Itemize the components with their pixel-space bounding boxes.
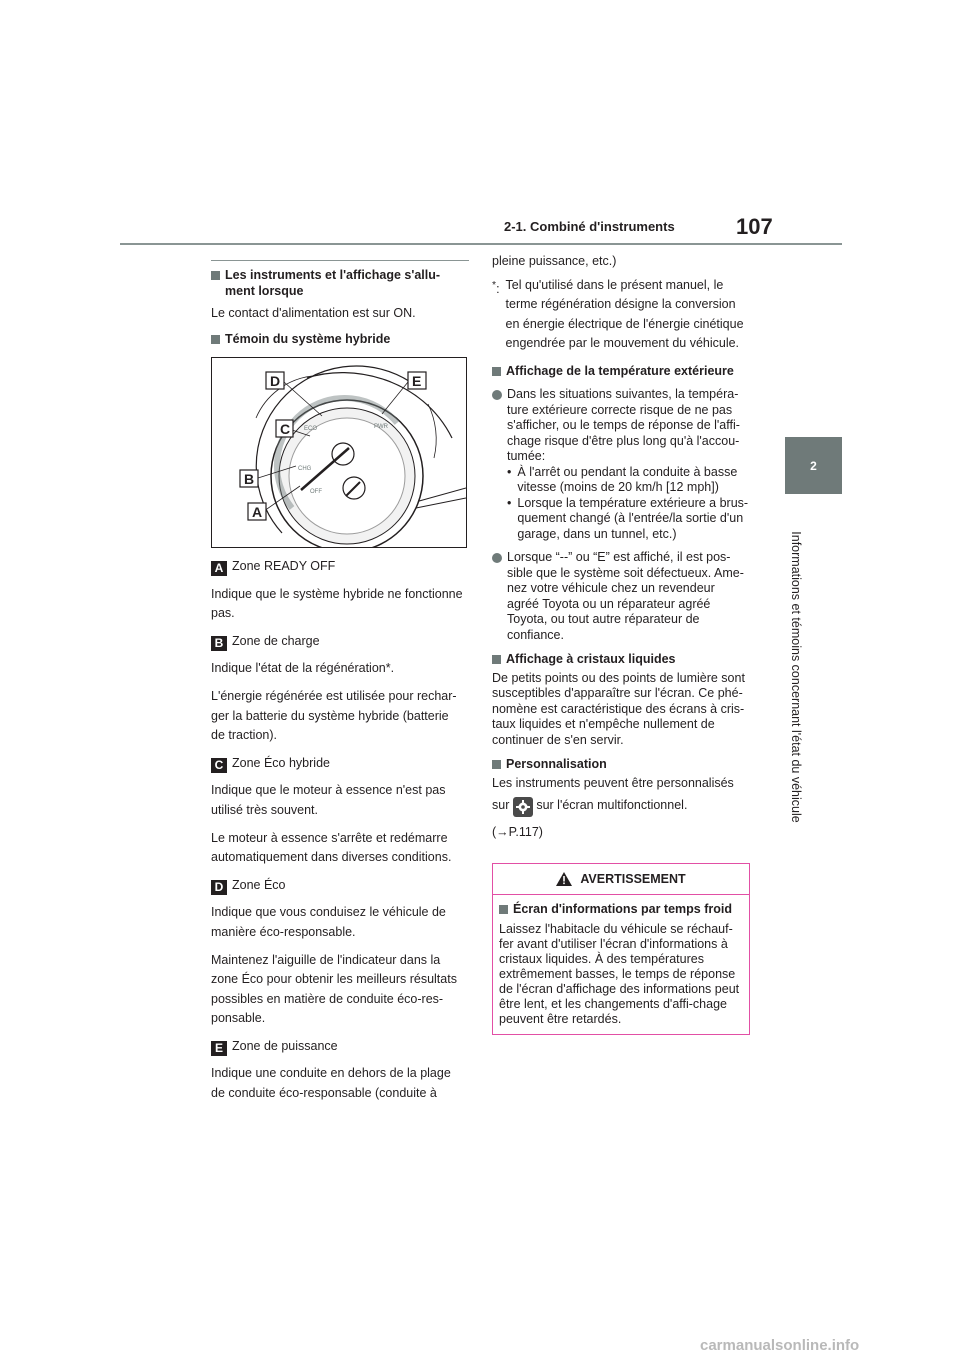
square-bullet-icon	[499, 905, 508, 914]
page-number: 107	[736, 214, 773, 239]
callout-d: D	[270, 373, 281, 389]
section-title: 2-1. Combiné d'instruments	[504, 219, 675, 234]
zone-d-title: D Zone Éco	[211, 876, 469, 896]
zone-a-text: pas.	[211, 606, 235, 621]
zone-e-title: E Zone de puissance	[211, 1037, 469, 1057]
zone-e-text: Indique une conduite en dehors de la plage	[211, 1066, 451, 1081]
label-a-icon: A	[211, 561, 227, 576]
label-c-icon: C	[211, 758, 227, 773]
zone-c-text: automatiquement dans diverses conditions.	[211, 850, 452, 865]
paragraph-customization: Les instruments peuvent être personnalisés	[492, 775, 734, 790]
zone-d-text: Maintenez l'aiguille de l'indicateur dans la	[211, 952, 441, 967]
paragraph-customization: sur sur l'écran multifonctionnel.	[492, 797, 750, 817]
gauge-label-off: OFF	[310, 489, 322, 495]
heading-hybrid-indicator: Témoin du système hybride	[211, 332, 469, 348]
paragraph: Le contact d'alimentation est sur ON.	[211, 306, 416, 320]
label-b-icon: B	[211, 636, 227, 651]
zone-e-text: de conduite éco-responsable (conduite à	[211, 1086, 437, 1101]
warning-box	[492, 863, 750, 1035]
zone-b-text: Indique l'état de la régénération*.	[211, 661, 395, 676]
gauge-label-chg: CHG	[298, 466, 312, 472]
footer-watermark: carmanualsonline.info	[700, 1337, 860, 1354]
zone-a-title: A Zone READY OFF	[211, 557, 469, 577]
zone-c-title: C Zone Éco hybride	[211, 754, 469, 774]
page-reference: (→P.117)	[492, 825, 543, 840]
heading-lcd: Affichage à cristaux liquides	[492, 652, 750, 668]
label-e-icon: E	[211, 1041, 227, 1056]
square-bullet-icon	[211, 271, 220, 280]
heading-customization: Personnalisation	[492, 757, 750, 773]
hybrid-gauge-figure	[211, 357, 467, 548]
warning-heading: Écran d'informations par temps froid	[499, 902, 743, 917]
zone-descriptions	[211, 557, 469, 1104]
column-rule	[211, 260, 469, 261]
header-rule	[120, 243, 842, 245]
bullet-item: Lorsque “--” ou “E” est affiché, il est pos-sible que le système soit défectueux. Ame-nez votre véhicule chez un revendeur agréé Toyota ou un réparateur agréé Toyota, ou tout autre réparateur de confiance.	[492, 550, 750, 643]
circle-bullet-icon	[492, 390, 502, 400]
zone-b-text: L'énergie régénérée est utilisée pour rechar-	[211, 688, 457, 703]
zone-c-text: Indique que le moteur à essence n'est pas	[211, 783, 446, 798]
sub-bullet: • À l'arrêt ou pendant la conduite à basse vitesse (moins de 20 km/h [12 mph])	[507, 464, 738, 495]
chapter-title: Informations et témoins concernant l'état du véhicule	[789, 531, 803, 823]
square-bullet-icon	[492, 655, 501, 664]
gauge-label-eco: ECO	[304, 426, 318, 432]
gear-icon	[513, 797, 533, 817]
zone-b-text: de traction).	[211, 728, 278, 743]
zone-d-text: ponsable.	[211, 1011, 266, 1026]
warning-text: Laissez l'habitacle du véhicule se réchauf-fer avant d'utiliser l'écran d'informations à cristaux liquides. À des températures extrêmement basses, le temps de réponse de l'écran d'affichage des informations peut être lent, et les changements d'affi-chage peuvent être retardés.	[499, 922, 740, 1026]
bullet-item: Dans les situations suivantes, la tempéra-ture extérieure correcte risque de ne pas s'afficher, ou le temps de réponse de l'affi-chage risque d'être plus long qu'à l'accou-tumée: • À l'arrêt ou pendant la conduite à basse vitesse (moins de 20 km/h [12 mph]) • Lorsque la température extérieure a brus-quement changé (à l'entrée/la sortie d'un garage, dans un tunnel, etc.)	[492, 387, 750, 542]
hybrid-gauge-illustration	[212, 358, 466, 547]
zone-b-title: B Zone de charge	[211, 632, 469, 652]
warning-body	[493, 895, 749, 1034]
zone-d-text: Indique que vous conduisez le véhicule de	[211, 905, 446, 920]
warning-title: AVERTISSEMENT	[580, 872, 686, 886]
sub-bullet: • Lorsque la température extérieure a brus-quement changé (à l'entrée/la sortie d'un garage, dans un tunnel, etc.)	[507, 495, 749, 541]
heading-outside-temp: Affichage de la température extérieure	[492, 364, 750, 380]
zone-c-text: utilisé très souvent.	[211, 802, 318, 817]
zone-d-text: possibles en matière de conduite éco-res-	[211, 991, 444, 1006]
circle-bullet-icon	[492, 553, 502, 563]
heading-instruments: Les instruments et l'affichage s'allu-ment lorsque	[211, 268, 469, 299]
gauge-label-pwr: PWR	[374, 424, 388, 430]
footnote: *: Tel qu'utilisé dans le présent manuel, le terme régénération désigne la conversion en énergie électrique de l'énergie cinétique engendrée par le mouvement du véhicule.	[492, 276, 750, 354]
right-column	[492, 252, 750, 841]
warning-header	[493, 864, 749, 895]
callout-a: A	[252, 504, 263, 520]
zone-a-text: Indique que le système hybride ne fonctionne	[211, 586, 463, 601]
square-bullet-icon	[492, 367, 501, 376]
label-d-icon: D	[211, 880, 227, 895]
callout-e: E	[412, 373, 422, 389]
callout-b: B	[244, 471, 255, 487]
paragraph-continued: pleine puissance, etc.)	[492, 254, 617, 268]
zone-c-text: Le moteur à essence s'arrête et redémarre	[211, 830, 448, 845]
left-column	[211, 268, 469, 347]
chapter-tab: 2	[785, 437, 842, 494]
square-bullet-icon	[211, 335, 220, 344]
paragraph-lcd: De petits points ou des points de lumière sont susceptibles d'apparaître sur l'écran. Ce phé-nomène est caractéristique des écrans à cris-taux liquides et n'empêche nullement de continuer de s'en servir.	[492, 670, 745, 747]
zone-b-text: ger la batterie du système hybride (batterie	[211, 708, 449, 723]
square-bullet-icon	[492, 760, 501, 769]
warning-triangle-icon	[556, 872, 572, 886]
zone-d-text: zone Éco pour obtenir les meilleurs résultats	[211, 972, 457, 987]
callout-c: C	[280, 421, 291, 437]
zone-d-text: manière éco-responsable.	[211, 924, 356, 939]
footnote-mark: *:	[492, 279, 500, 296]
